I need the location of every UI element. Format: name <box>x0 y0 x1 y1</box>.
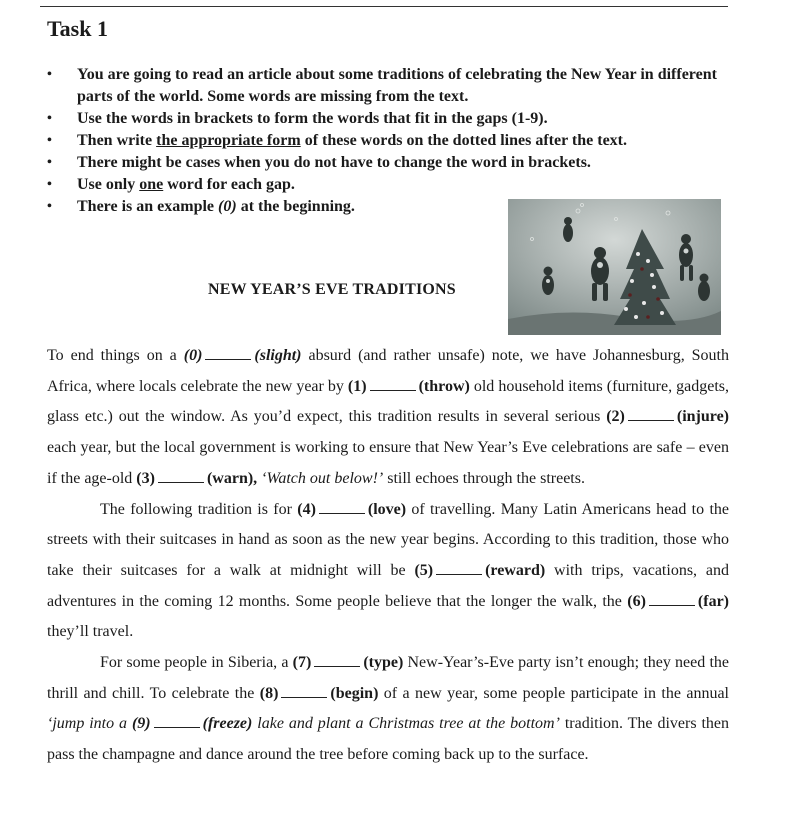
gap-number: (0) <box>183 347 203 364</box>
gap-number: (5) <box>414 561 434 579</box>
gap-blank[interactable] <box>158 468 204 483</box>
base-word: (warn), <box>206 469 258 487</box>
gap-blank[interactable] <box>281 683 327 698</box>
instruction-item: • There is an example (0) at the beginning. <box>47 196 737 218</box>
base-word: (reward) <box>485 561 546 579</box>
paragraph-2: The following tradition is for (4) (love) of travelling. Many Latin Americans head to the streets with their suitcases in hand as soon as the new year begins. According to this tradition, those who take their suitcases for a walk at midnight will be (5) (reward) with trips, vacations, and adventures in the coming 12 months. Some people believe that the longer the walk, the (6) (far) they’ll travel. <box>47 500 729 641</box>
paragraph-1: To end things on a (0) (slight) absurd (and rather unsafe) note, we have Johannesburg, South Africa, where locals celebrate the new year by (1) (throw) old household items (furniture, gadgets, glass etc.) out the window. As you’d expect, this tradition results in several serious (2) (injure) each year, but the local government is working to ensure that New Year’s Eve celebrations are safe – even if the age-old (3) (warn), ‘Watch out below!’ still echoes through the streets. <box>47 347 730 487</box>
quote-text: ‘Watch out below!’ <box>257 469 384 487</box>
gap-blank[interactable] <box>154 713 200 728</box>
gap-blank[interactable] <box>649 591 695 606</box>
gap-number: (2) <box>606 408 625 426</box>
bullet-icon: • <box>47 177 52 192</box>
base-word: (freeze) <box>202 715 253 733</box>
gap-blank[interactable] <box>370 376 416 391</box>
gap-number: (1) <box>347 377 367 395</box>
gap-number: (6) <box>627 592 646 610</box>
bullet-icon: • <box>47 67 52 82</box>
instruction-item: • Then write the appropriate form of these words on the dotted lines after the text. <box>47 130 737 152</box>
gap-blank[interactable] <box>314 652 360 667</box>
bullet-icon: • <box>47 155 52 170</box>
instruction-item: • Use the words in brackets to form the words that fit in the gaps (1-9). <box>47 108 737 130</box>
gap-blank[interactable] <box>628 406 674 421</box>
base-word: (begin) <box>330 684 379 702</box>
underwater-divers-photo <box>508 199 721 335</box>
task-title: Task 1 <box>47 16 108 41</box>
base-word: (slight) <box>254 347 302 364</box>
article-title: NEW YEAR’S EVE TRADITIONS <box>208 281 456 298</box>
paragraph-3: For some people in Siberia, a (7) (type) New-Year’s-Eve party isn’t enough; they need the thrill and chill. To celebrate the (8) (begin) of a new year, some people participate in the annual ‘jump into a (9) (freeze) lake and plant a Christmas tree at the bottom’ tradition. The divers then pass the champagne and dance around the tree before coming back up to the surface. <box>47 654 729 764</box>
base-word: (love) <box>367 500 407 518</box>
article-body <box>47 341 729 771</box>
gap-blank[interactable] <box>436 560 482 575</box>
gap-number: (8) <box>259 684 279 702</box>
bullet-icon: • <box>47 111 52 126</box>
gap-number: (7) <box>292 654 312 672</box>
base-word: (far) <box>697 592 729 610</box>
gap-number: (4) <box>297 500 316 518</box>
base-word: (throw) <box>418 377 470 395</box>
underwater-divers-christmas-tree-icon <box>508 199 721 335</box>
base-word: (type) <box>363 654 404 672</box>
gap-blank[interactable] <box>319 499 365 514</box>
base-word: (injure) <box>676 408 729 426</box>
instruction-item: • You are going to read an article about some traditions of celebrating the New Year in different parts of the world. Some words are missing from the text. <box>47 66 717 105</box>
instruction-item: • Use only one word for each gap. <box>47 174 737 196</box>
gap-number: (3) <box>136 469 155 487</box>
instruction-item: • There might be cases when you do not have to change the word in brackets. <box>47 152 737 174</box>
bullet-icon: • <box>47 133 52 148</box>
gap-number: (9) <box>131 715 151 733</box>
gap-blank[interactable] <box>205 345 251 360</box>
top-rule <box>40 6 728 7</box>
instructions-list <box>47 64 737 218</box>
bullet-icon: • <box>47 199 52 214</box>
